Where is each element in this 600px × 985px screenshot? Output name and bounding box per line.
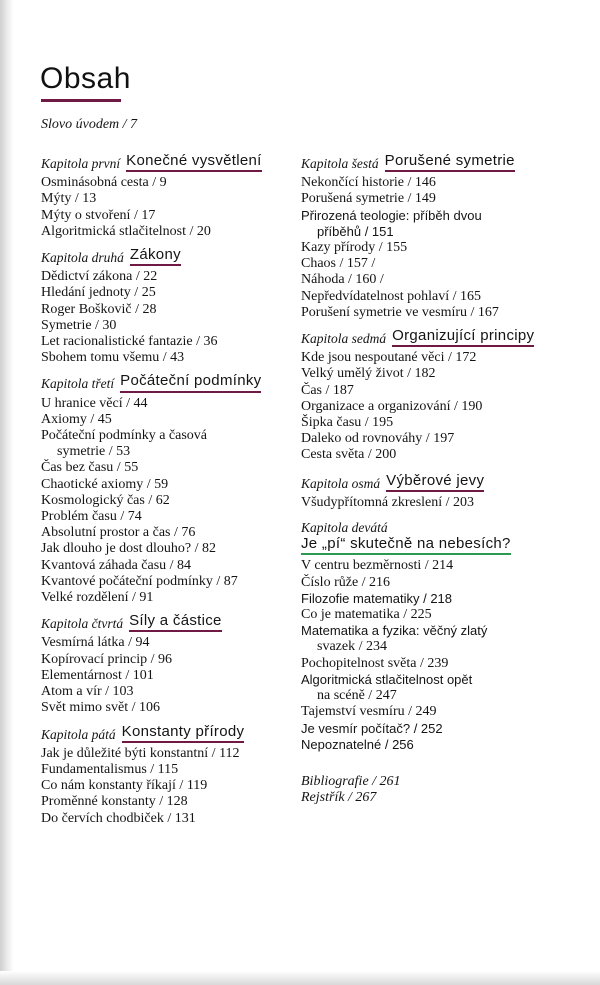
foreword-entry: Slovo úvodem / 7 [41,117,138,132]
toc-entry: Mýty / 13 [41,191,97,207]
toc-entry: Sbohem tomu všemu / 43 [41,350,185,366]
toc-entry: Absolutní prostor a čas / 76 [41,525,196,541]
chapter-heading [301,328,561,347]
toc-entry: Náhoda / 160 / [301,272,384,288]
chapter-2 [41,247,291,366]
toc-entry: Kosmologický čas / 62 [41,492,170,508]
toc-entry: Chaos / 157 / [301,256,376,272]
toc-entry: Svět mimo svět / 106 [41,700,160,716]
toc-entry: V centru bezměrnosti / 214 [301,558,454,574]
chapter-9 [301,520,561,753]
chapter-title: Výběrové jevy [386,473,484,492]
toc-entry: Nekončící historie / 146 [301,175,436,191]
toc-entry: Pochopitelnost světa / 239 [301,655,449,671]
toc-entry: Algoritmická stlačitelnost opět [301,671,473,687]
toc-entry-continuation: symetrie / 53 [57,444,131,460]
toc-entry: Čas bez času / 55 [41,460,139,476]
chapter-heading [41,613,291,632]
toc-entry: Axiomy / 45 [41,411,112,427]
toc-entry-continuation: svazek / 234 [317,639,387,655]
entry-list [41,635,291,716]
toc-entry: Všudypřítomná zkreslení / 203 [301,494,475,510]
toc-entry: Kvantová záhada času / 84 [41,557,192,573]
toc-entry: Let racionalistické fantazie / 36 [41,334,218,350]
entry-list [301,175,561,321]
toc-entry: Porušení symetrie ve vesmíru / 167 [301,304,499,320]
toc-entry: Proměnné konstanty / 128 [41,794,188,810]
chapter-label: Kapitola druhá [41,250,124,266]
chapter-5 [41,724,291,827]
toc-entry: Algoritmická stlačitelnost / 20 [41,223,211,239]
toc-entry: Hledání jednoty / 25 [41,285,156,301]
chapter-heading [301,473,561,492]
entry-list [41,746,291,827]
toc-entry: Kopírovací princip / 96 [41,651,173,667]
toc-entry: Daleko od rovnováhy / 197 [301,431,455,447]
chapter-title: Konstanty přírody [122,724,245,743]
chapter-8 [301,473,561,511]
chapter-title-wrap [301,536,561,555]
toc-entry: Elementárnost / 101 [41,667,154,683]
chapter-title: Porušené symetrie [385,153,515,172]
toc-entry: Porušená symetrie / 149 [301,191,436,207]
entry-list [301,558,561,752]
chapter-heading [41,724,291,743]
chapter-label: Kapitola osmá [301,475,381,491]
chapter-label: Kapitola sedmá [301,331,387,347]
bibliography-entry: Bibliografie / 261 [301,773,401,789]
right-column [301,153,561,806]
chapter-title: Zákony [130,247,181,266]
toc-entry: Dědictví zákona / 22 [41,269,158,285]
toc-entry-continuation: příběhů / 151 [317,223,394,239]
toc-entry: Atom a vír / 103 [41,684,134,700]
chapter-7 [301,328,561,464]
toc-entry: Problém času / 74 [41,509,142,525]
chapter-heading [41,373,291,392]
toc-entry: Matematika a fyzika: věčný zlatý [301,623,488,639]
chapter-label: Kapitola devátá [301,520,388,536]
entry-list [301,350,561,463]
chapter-label: Kapitola třetí [41,376,115,392]
toc-entry: Chaotické axiomy / 59 [41,476,169,492]
toc-entry: Do červích chodbiček / 131 [41,810,196,826]
chapter-title: Konečné vysvětlení [126,153,261,172]
chapter-title: Je „pí“ skutečně na nebesích? [301,536,511,555]
page-shadow-edge [0,0,14,985]
toc-entry: Tajemství vesmíru / 249 [301,704,437,720]
chapter-1 [41,153,291,240]
toc-entry: Přirozená teologie: příběh dvou [301,207,482,223]
entry-list [41,396,291,607]
chapter-6 [301,153,561,321]
chapter-heading [41,153,291,172]
toc-entry-continuation: na scéně / 247 [317,688,397,704]
toc-entry: Co je matematika / 225 [301,607,432,623]
chapter-3 [41,373,291,606]
toc-entry: Symetrie / 30 [41,317,117,333]
toc-entry: Co nám konstanty říkají / 119 [41,778,208,794]
toc-entry: Kde jsou nespoutané věci / 172 [301,350,477,366]
toc-entry: Cesta světa / 200 [301,447,397,463]
chapter-heading [41,247,291,266]
toc-entry: Jak dlouho je dost dlouho? / 82 [41,541,216,557]
toc-entry: Kazy přírody / 155 [301,240,408,256]
toc-entry: U hranice věcí / 44 [41,395,148,411]
chapter-4 [41,613,291,716]
toc-entry: Je vesmír počítač? / 252 [301,720,443,736]
chapter-heading [301,153,561,172]
backmatter [301,774,561,806]
chapter-label: Kapitola první [41,156,121,171]
chapter-title: Síly a částice [129,613,222,632]
entry-list [301,495,561,511]
chapter-title: Počáteční podmínky [120,373,261,392]
entry-list [41,269,291,366]
toc-entry: Číslo růže / 216 [301,574,391,590]
left-column [41,153,291,827]
toc-entry: Velký umělý život / 182 [301,366,436,382]
entry-list [41,175,291,240]
page-title: Obsah [40,62,131,95]
toc-entry: Šipka času / 195 [301,415,394,431]
title-underline [41,99,121,102]
toc-entry: Filozofie matematiky / 218 [301,590,453,606]
toc-entry: Roger Boškovič / 28 [41,301,157,317]
chapter-title: Organizující principy [392,328,534,347]
toc-entry: Fundamentalismus / 115 [41,761,179,777]
toc-entry: Velké rozdělení / 91 [41,590,154,606]
page-shadow-bottom [0,971,600,985]
toc-entry: Jak je důležité býti konstantní / 112 [41,745,240,761]
toc-entry: Čas / 187 [301,382,354,398]
chapter-label: Kapitola šestá [301,156,379,171]
toc-entry: Kvantové počáteční podmínky / 87 [41,573,238,589]
toc-entry: Osminásobná cesta / 9 [41,175,167,191]
chapter-label: Kapitola čtvrtá [41,616,124,632]
toc-entry: Nepředvídatelnost pohlaví / 165 [301,288,482,304]
toc-entry: Vesmírná látka / 94 [41,635,150,651]
index-entry: Rejstřík / 267 [301,790,377,806]
toc-entry: Nepoznatelné / 256 [301,736,414,752]
toc-entry: Organizace a organizování / 190 [301,398,483,414]
toc-entry: Mýty o stvoření / 17 [41,207,156,223]
chapter-label: Kapitola pátá [41,726,116,742]
toc-entry: Počáteční podmínky a časová [41,428,208,444]
